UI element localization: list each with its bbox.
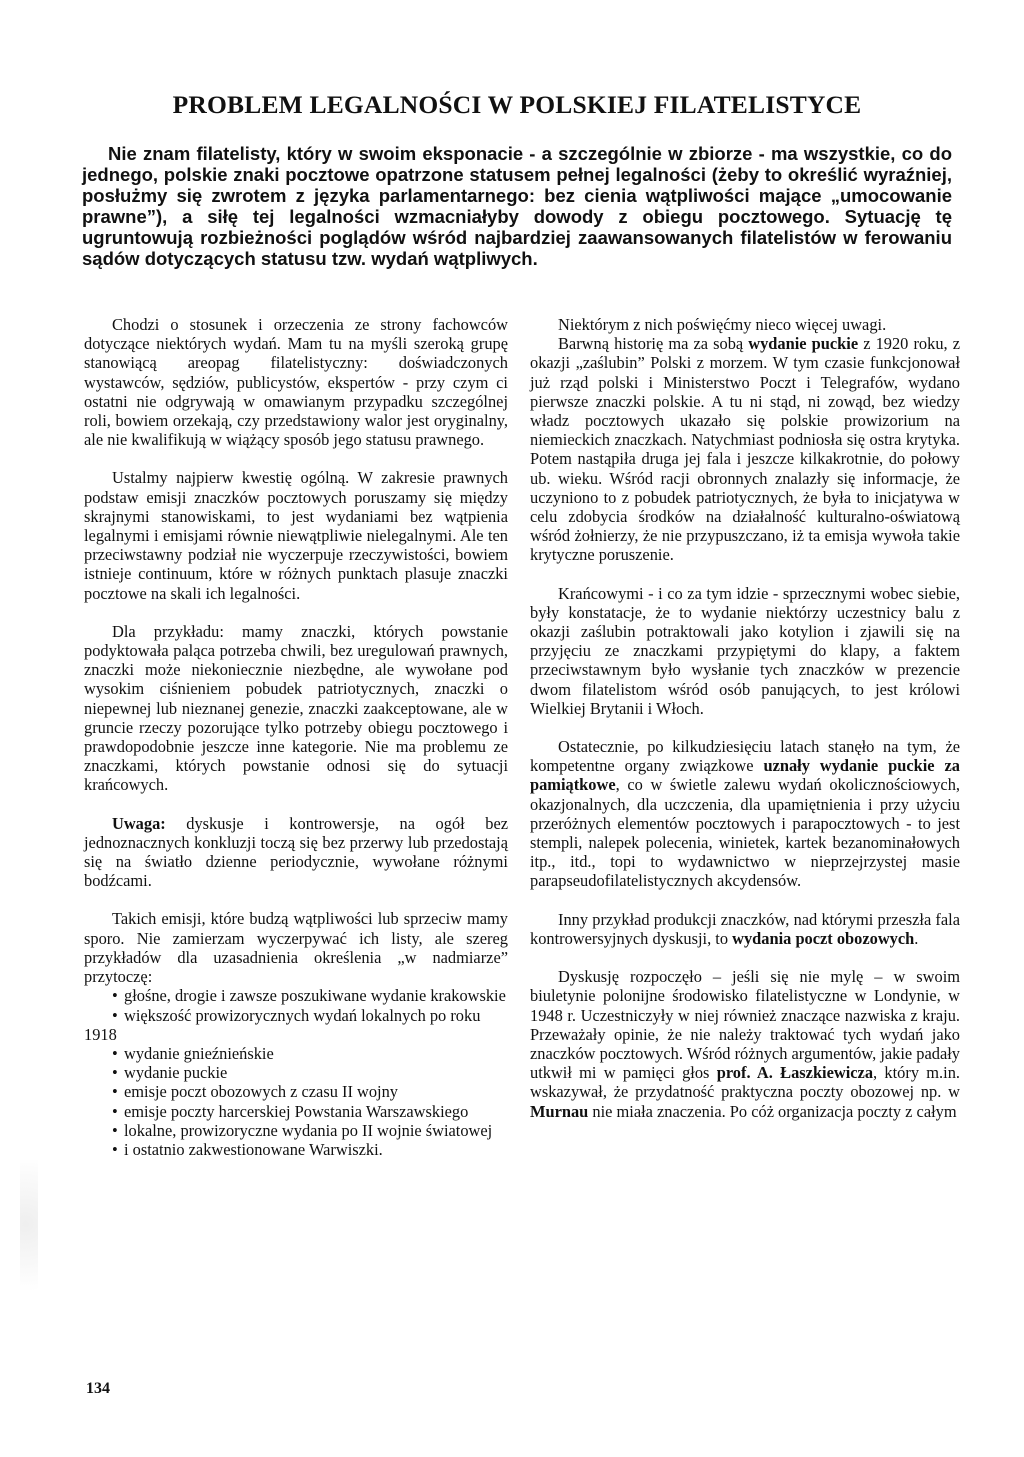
right-paragraph-5: Inny przykład produkcji znaczków, nad którymi przeszła fala kontrowersyjnych dyskusji, to wydania poczt obozowych. xyxy=(530,909,960,948)
article-lead: Nie znam filatelisty, który w swoim eksponacie - a szczególnie w zbiorze - ma wszystkie, co do jednego, polskie znaki pocztowe opatrzone statusem pełnej legalności (żeby to określić wyraźniej, posłużmy się zwrotem z języka parlamentarnego: bez cienia wątpliwości mające „umocowanie prawne”), a siłę tej legalności wzmacniałyby dowody z obiegu pocztowego. Sytuację tę ugruntowują rozbieżności poglądów wśród najbardziej zaawansowanych filatelistów w ferowaniu sądów dotyczących statusu tzw. wydań wątpliwych. xyxy=(82,143,952,269)
bullet-icon: • xyxy=(112,1082,118,1102)
list-item: • emisje poczty harcerskiej Powstania Warszawskiego xyxy=(112,1101,469,1121)
list-item: • wydanie gnieźnieńskie xyxy=(112,1043,274,1063)
left-paragraph-3: Dla przykładu: mamy znaczki, których powstanie podyktowała paląca potrzeba chwili, bez uregulowań prawnych, znaczki może niekoniecznie niezbędne, ale wywołane pod wysokim ciśnieniem pobudek patriotycznych, znaczki o niepewnej lub nieznanej genezie, znaczki zaakceptowane, ale w gruncie rzeczy pozorujące tylko potrzeby obiegu pocztowego i prawdopodobnie jeszcze inne kategorie. Nie ma problemu ze znaczkami, których powstanie odnosi się do sytuacji krańcowych. xyxy=(84,621,508,795)
left-column xyxy=(84,315,508,1159)
right-paragraph-6: Dyskusję rozpoczęło – jeśli się nie mylę – w swoim biuletynie polonijne środowisko filatelistyczne w Londynie, w 1948 r. Uczestniczyły w niej również znaczące nazwiska z kraju. Przeważały opinie, że nie należy traktować tych wydań jako znaczków pocztowych. Wśród różnych argumentów, jakie padały utkwił mi w pamięci głos prof. A. Łaszkiewicza, który m.in. wskazywał, że przydatność praktyczna poczty obozowej np. w Murnau nie miała znaczenia. Po cóż organizacja poczty z całym xyxy=(530,967,961,1121)
list-item: • wydanie puckie xyxy=(112,1063,228,1083)
list-item: • i ostatnio zakwestionowane Warwiszki. xyxy=(112,1139,383,1159)
note-text: dyskusje i kontrowersje, na ogół bez jednoznacznych konkluzji toczą się bez przerwy lub przedostają się na światło dzienne periodycznie, wywołane różnymi bodźcami. xyxy=(84,813,508,891)
left-paragraph-5: Takich emisji, które budzą wątpliwości lub sprzeciw mamy sporo. Nie zamierzam wyczerpywać ich listy, ale szereg przykładów dla uzasadnienia określenia „w nadmiarze” przytoczę: xyxy=(84,909,508,987)
article-title: PROBLEM LEGALNOŚCI W POLSKIEJ FILATELISTYCE xyxy=(172,90,862,119)
bullet-icon: • xyxy=(112,1005,118,1025)
list-item: • głośne, drogie i zawsze poszukiwane wydanie krakowskie xyxy=(112,986,506,1006)
list-item: • lokalne, prowizoryczne wydania po II wojnie światowej xyxy=(112,1120,493,1140)
right-paragraph-4: Ostatecznie, po kilkudziesięciu latach stanęło na tym, że kompetentne organy związkowe uznały wydanie puckie za pamiątkowe, co w świetle zalewu wydań okolicznościowych, okazjonalnych, dla uczczenia, dla upamiętnienia i przy użyciu przeróżnych elementów pocztowych i parapocztowych - to jest stempli, nalepek polecenia, winietek, kartek bezanominałowych itp., itd., topi to wydawnictwo w nieprzejrzystej masie parapseudofilatelistycznych akcydensów. xyxy=(530,737,960,891)
bullet-icon: • xyxy=(112,1139,118,1159)
bullet-icon: • xyxy=(112,1120,118,1140)
bullet-icon: • xyxy=(112,1101,118,1121)
emphasis: uznały wydanie puckie za pamiątkowe xyxy=(530,756,960,795)
emphasis: prof. A. Łaszkiewicza xyxy=(716,1063,874,1083)
left-paragraph-4 xyxy=(84,814,508,891)
left-paragraph-1: Chodzi o stosunek i orzeczenia ze strony fachowców dotyczące niektórych wydań. Mam tu na myśli szeroką grupę stanowiącą areopag filatelistyczny: doświadczonych wystawców, sędziów, publicystów, ekspertów - przy czym ci ostatni nie odgrywają w omawianym przypadku szczególnej roli, bowiem orzekają, czy przedstawiony walor jest oryginalny, ale nie kwalifikują w wiążący sposób jego statusu prawnego. xyxy=(84,315,508,450)
page-number: 134 xyxy=(86,1380,110,1397)
emissions-list xyxy=(84,986,508,1159)
emphasis: wydania poczt obozowych xyxy=(732,928,915,948)
right-column xyxy=(530,315,960,1140)
bullet-icon: • xyxy=(112,1063,118,1083)
left-paragraph-2: Ustalmy najpierw kwestię ogólną. W zakresie prawnych podstaw emisji znaczków pocztowych poruszamy się między skrajnymi stanowiskami, to jest wydaniami bez wątpienia legalnymi i emisjami równie niewątpliwie nielegalnymi. Ale ten przeciwstawny podział nie wyczerpuje rzeczywistości, bowiem istnieje continuum, które w różnych punktach plasuje znaczki pocztowe na skali ich legalności. xyxy=(84,468,508,603)
emphasis: wydanie puckie xyxy=(748,334,859,354)
right-paragraph-2: Barwną historię ma za sobą wydanie puckie z 1920 roku, z okazji „zaślubin” Polski z morzem. W tym czasie funkcjonował już rząd polski i Ministerstwo Poczt i Telegrafów, wydano pierwsze znaczki polskie. A tu ni stąd, ni zowąd, bez wiedzy władz pocztowych ukazało się polskie prowizorium na niemieckich znaczkach. Natychmiast podniosła się ostra krytyka. Potem nastąpiła druga jej fala i jeszcze kilkakrotnie, do połowy ub. wieku. Wśród racji obronnych znalazły się informacje, że uczyniono to z pobudek patriotycznych, że była to inicjatywa w celu zdobycia środków na działalność kulturalno-oświatową wśród żołnierzy, że nie przypuszczano, iż ta emisja wywoła takie krytyczne poruszenie. xyxy=(530,334,960,565)
list-item: • emisje poczt obozowych z czasu II wojny xyxy=(112,1082,398,1102)
bullet-icon: • xyxy=(112,986,118,1006)
emphasis: Murnau xyxy=(530,1101,589,1121)
right-paragraph-1: Niektórym z nich poświęćmy nieco więcej uwagi. xyxy=(558,315,887,334)
bullet-icon: • xyxy=(112,1043,118,1063)
right-paragraph-3: Krańcowymi - i co za tym idzie - sprzecznymi wobec siebie, były konstatacje, że to wydanie niektórzy uczestnicy balu z okazji zaślubin potraktowali jako kotylion i zjawili się na przyjęciu ze znaczkami przypiętymi do klapy, a faktem przeciwstawnym było wysłanie tych znaczków w prezencie dwom filatelistom wśród osób panujących, to jest królowi Wielkiej Brytanii i Włoch. xyxy=(530,583,960,718)
note-label: Uwaga: xyxy=(112,813,166,833)
list-item: • większość prowizorycznych wydań lokalnych po roku 1918 xyxy=(84,1005,481,1044)
scan-smudge xyxy=(20,1160,38,1320)
